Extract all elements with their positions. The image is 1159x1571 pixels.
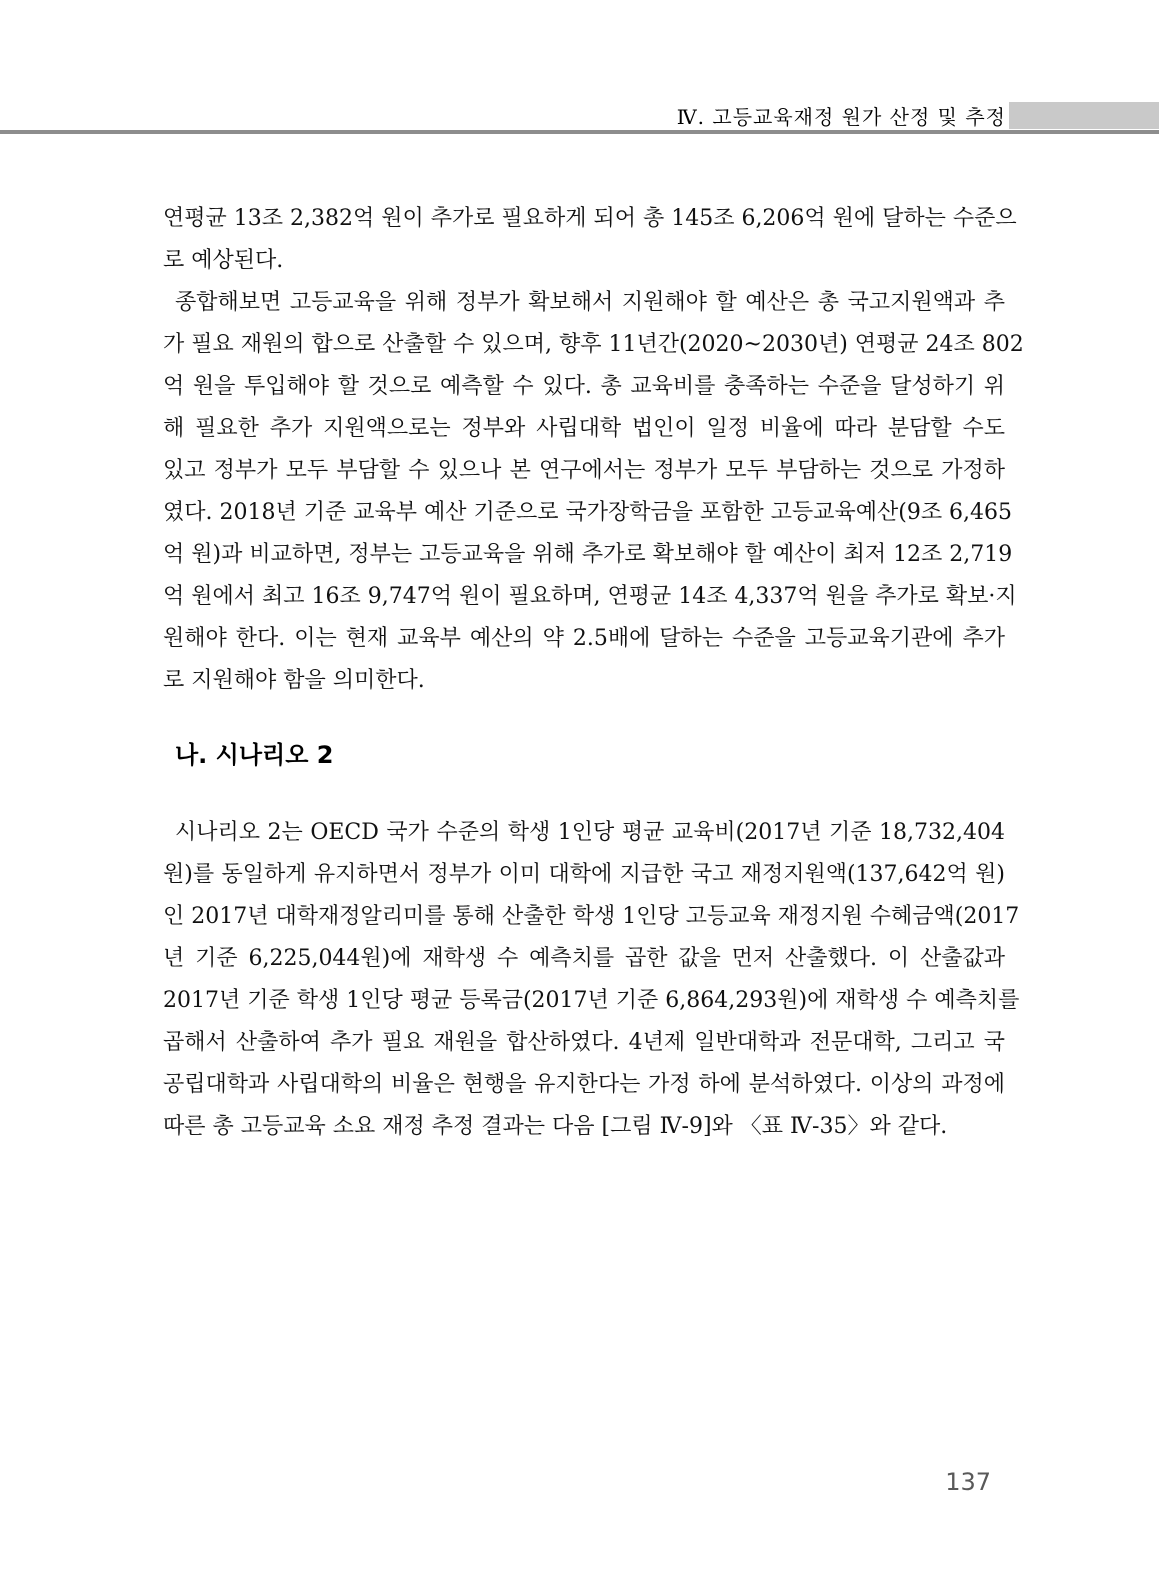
section-heading: 나. 시나리오 2 — [175, 741, 334, 769]
paragraph — [163, 812, 1020, 1148]
text-line: 곱해서 산출하여 추가 필요 재원을 합산하였다. 4년제 일반대학과 전문대학, 그리고 국 — [163, 1030, 1005, 1055]
header-rule — [0, 130, 1159, 134]
text-line: 인 2017년 대학재정알리미를 통해 산출한 학생 1인당 고등교육 재정지원 수혜금액(2017 — [163, 904, 1020, 929]
page-body — [163, 198, 1024, 1148]
text-line: 가 필요 재원의 합으로 산출할 수 있으며, 향후 11년간(2020~2030년) 연평균 24조 802 — [163, 332, 1024, 357]
text-line: 해 필요한 추가 지원액으로는 정부와 사립대학 법인이 일정 비율에 따라 분담할 수도 — [163, 416, 1005, 441]
text-line: 공립대학과 사립대학의 비율은 현행을 유지한다는 가정 하에 분석하였다. 이상의 과정에 — [163, 1072, 1005, 1097]
header-tab-block — [1009, 102, 1159, 129]
page-number: 137 — [945, 1468, 991, 1496]
text-line: 연평균 13조 2,382억 원이 추가로 필요하게 되어 총 145조 6,206억 원에 달하는 수준으 — [163, 206, 1017, 231]
text-line: 종합해보면 고등교육을 위해 정부가 확보해서 지원해야 할 예산은 총 국고지원액과 추 — [175, 290, 1005, 315]
text-line: 억 원을 투입해야 할 것으로 예측할 수 있다. 총 교육비를 충족하는 수준을 달성하기 위 — [163, 374, 1005, 399]
text-line: 있고 정부가 모두 부담할 수 있으나 본 연구에서는 정부가 모두 부담하는 것으로 가정하 — [163, 458, 1005, 483]
running-head-title: Ⅳ. 고등교육재정 원가 산정 및 추정 — [676, 105, 1006, 129]
text-line: 로 지원해야 함을 의미한다. — [163, 668, 425, 693]
text-line: 따른 총 고등교육 소요 재정 추정 결과는 다음 [그림 Ⅳ-9]와 〈표 Ⅳ-35〉와 같다. — [163, 1114, 948, 1139]
text-line: 시나리오 2는 OECD 국가 수준의 학생 1인당 평균 교육비(2017년 기준 18,732,404 — [175, 820, 1005, 845]
text-line: 억 원에서 최고 16조 9,747억 원이 필요하며, 연평균 14조 4,337억 원을 추가로 확보·지 — [163, 584, 1017, 609]
text-line: 였다. 2018년 기준 교육부 예산 기준으로 국가장학금을 포함한 고등교육예산(9조 6,465 — [163, 500, 1013, 525]
paragraph — [163, 198, 1017, 282]
paragraph — [163, 282, 1024, 702]
text-line: 원)를 동일하게 유지하면서 정부가 이미 대학에 지급한 국고 재정지원액(137,642억 원) — [163, 862, 1005, 887]
text-line: 년 기준 6,225,044원)에 재학생 수 예측치를 곱한 값을 먼저 산출했다. 이 산출값과 — [163, 946, 1005, 971]
text-line: 로 예상된다. — [163, 248, 284, 273]
text-line: 2017년 기준 학생 1인당 평균 등록금(2017년 기준 6,864,293원)에 재학생 수 예측치를 — [163, 988, 1020, 1013]
text-line: 억 원)과 비교하면, 정부는 고등교육을 위해 추가로 확보해야 할 예산이 최저 12조 2,719 — [163, 542, 1013, 567]
text-line: 원해야 한다. 이는 현재 교육부 예산의 약 2.5배에 달하는 수준을 고등교육기관에 추가 — [163, 626, 1005, 651]
